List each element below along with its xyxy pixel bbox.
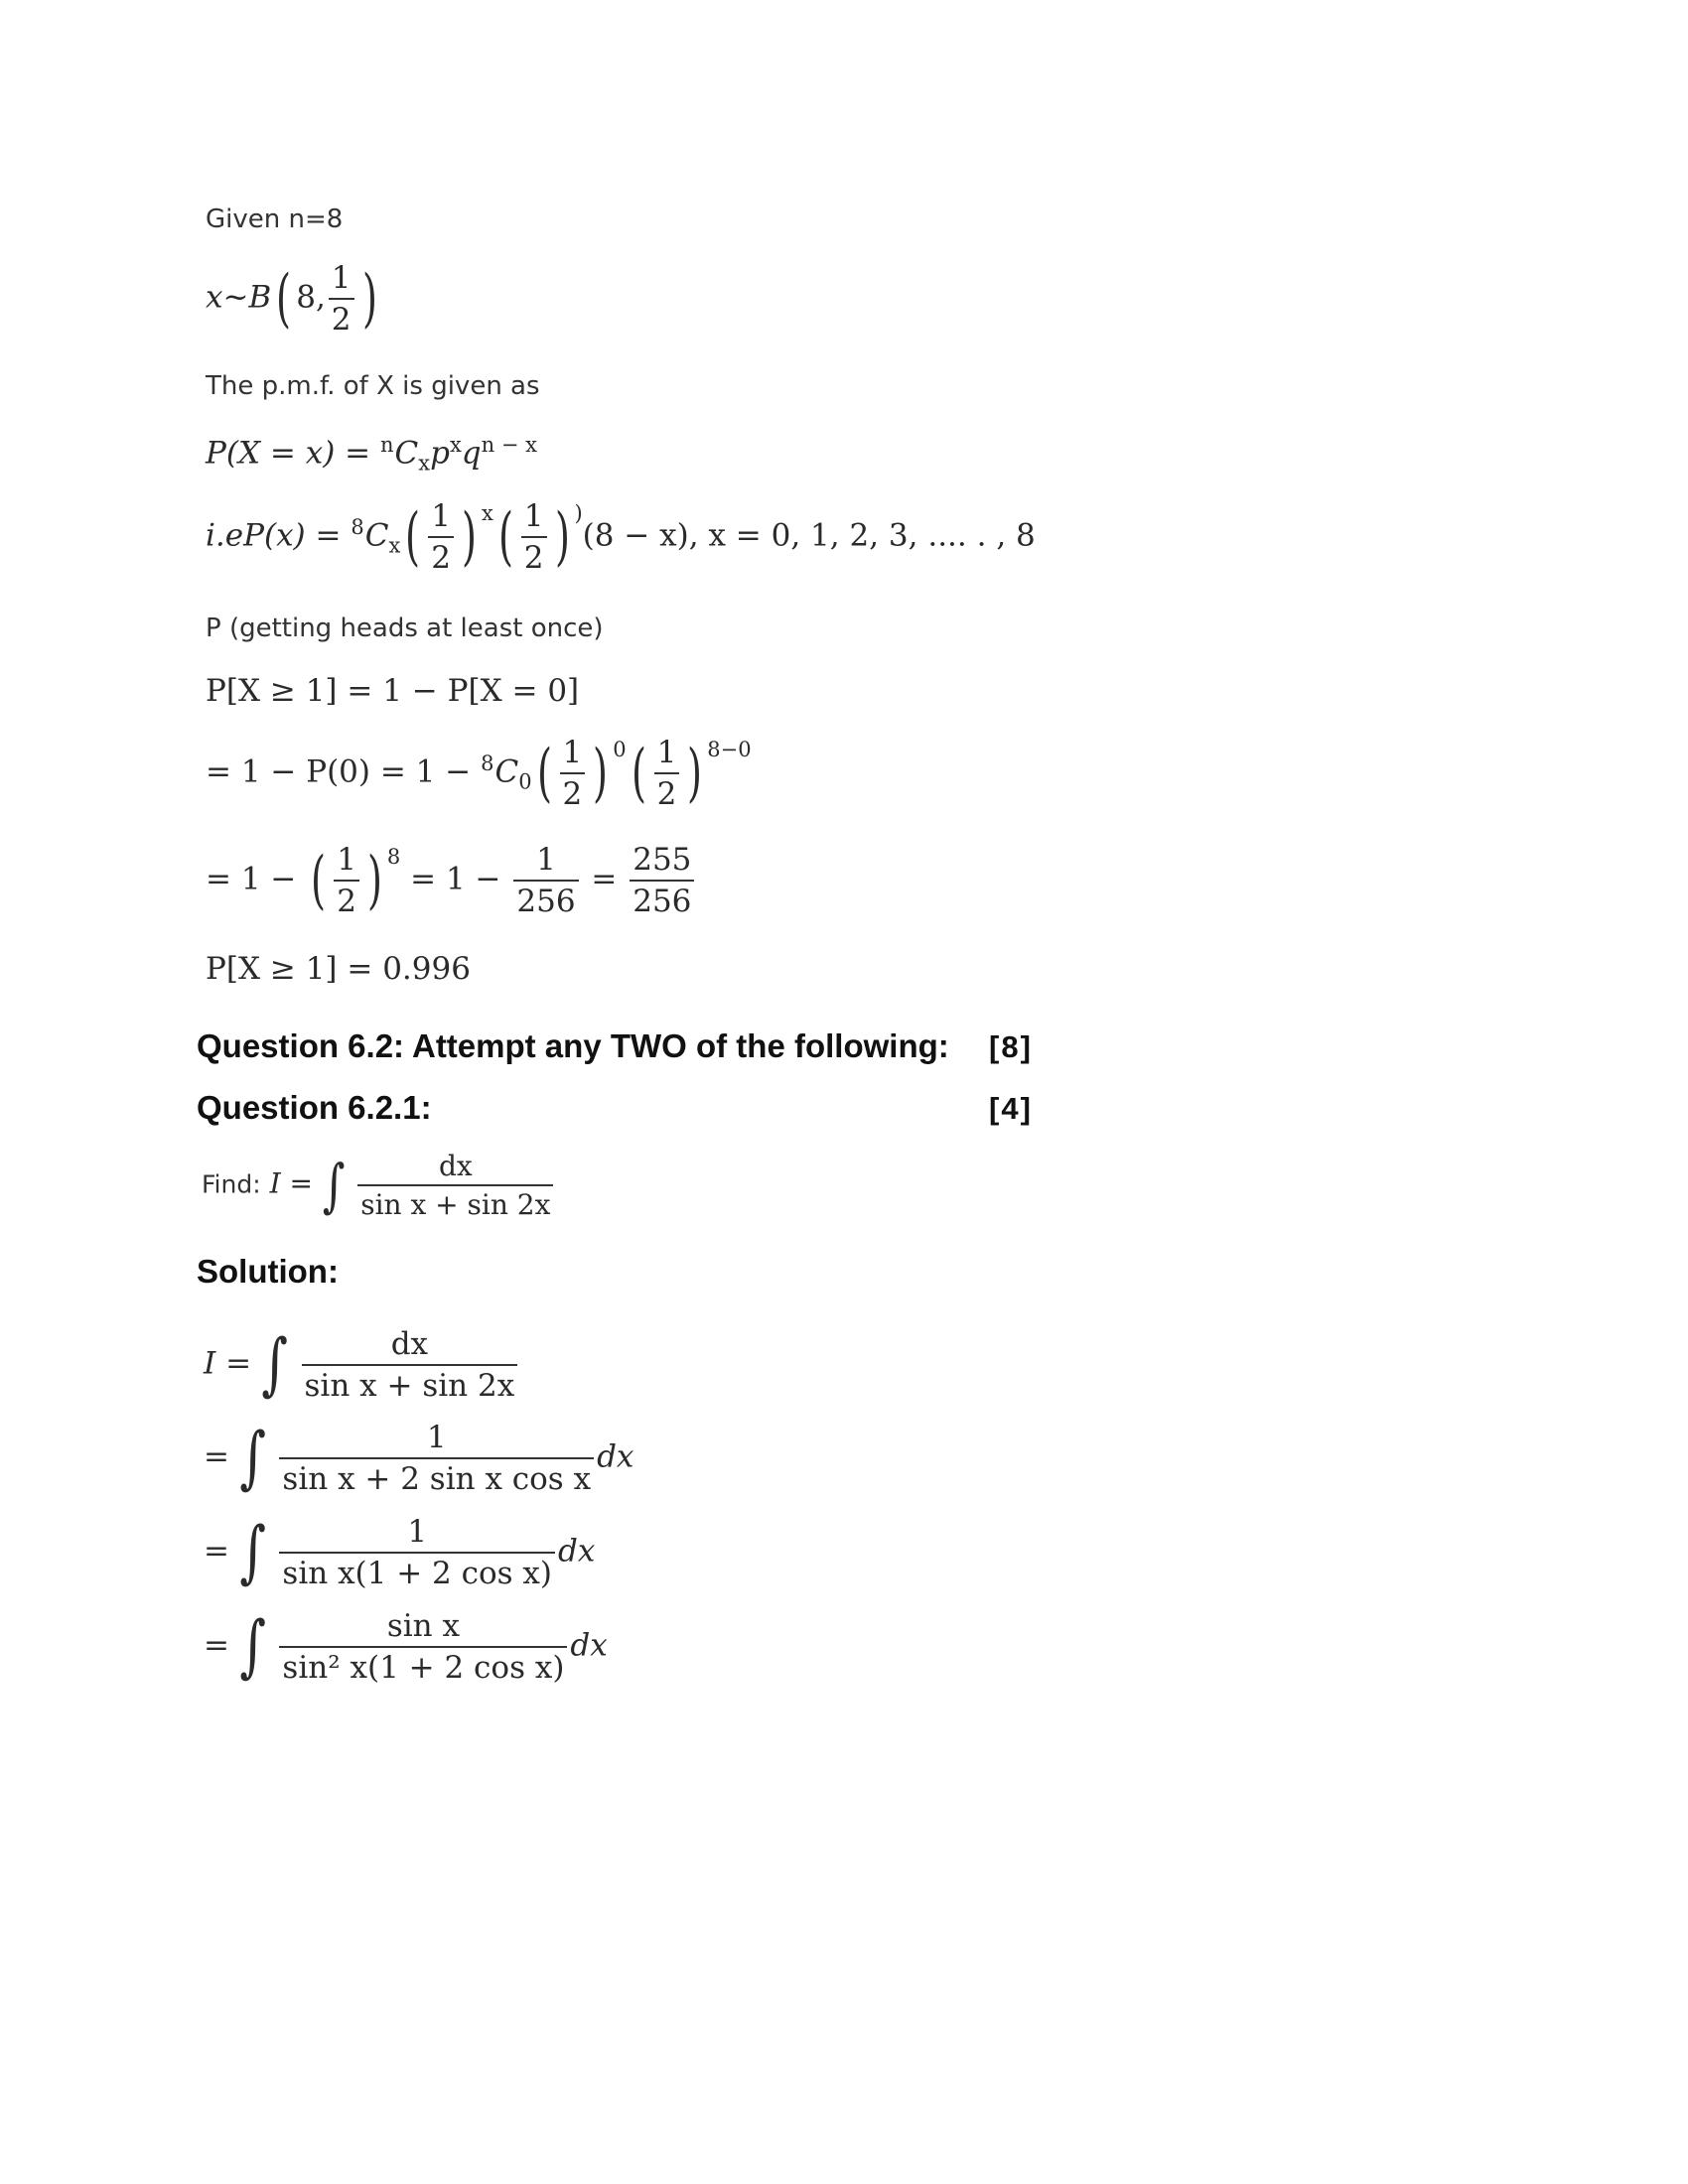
- distribution-formula: [206, 260, 382, 338]
- solution-step-4: [204, 1608, 608, 1686]
- step-dx: dx: [558, 1533, 596, 1570]
- exp-n-minus-x: n − x: [481, 433, 537, 457]
- solution-step-2: [204, 1420, 633, 1497]
- denominator: sin² x(1 + 2 cos x): [279, 1646, 567, 1686]
- var-x: x: [206, 279, 223, 316]
- pmf-lhs: P(X = x) =: [206, 435, 380, 472]
- exp-8: 8: [386, 845, 401, 870]
- integral-sign: ∫: [322, 1152, 346, 1219]
- right-paren: ): [687, 737, 703, 810]
- fraction-half: [334, 842, 359, 919]
- integral-sign: ∫: [261, 1325, 289, 1404]
- denominator: 256: [513, 880, 578, 919]
- exp-x: x: [481, 501, 493, 526]
- var-q: q: [461, 435, 482, 472]
- pmf-intro-text: The p.m.f. of X is given as: [206, 371, 540, 401]
- fraction-half: [521, 498, 547, 576]
- right-paren: ): [593, 737, 609, 810]
- left-paren: (: [497, 500, 513, 574]
- at-least-once-formula: P[X ≥ 1] = 1 − P[X = 0]: [206, 673, 580, 709]
- var-b: B: [248, 279, 272, 316]
- step-fraction: [302, 1326, 518, 1404]
- denominator: sin x(1 + 2 cos x): [279, 1552, 555, 1591]
- denominator: 2: [334, 880, 359, 919]
- numerator: 255: [633, 842, 692, 878]
- numerator: 1: [523, 498, 544, 534]
- exp-0: 0: [613, 738, 627, 762]
- param-n: 8,: [296, 279, 326, 316]
- denominator: sin x + sin 2x: [357, 1184, 553, 1221]
- solution-title: Solution:: [197, 1253, 339, 1290]
- comb-x: x: [388, 533, 401, 558]
- comb-8: 8: [481, 751, 494, 776]
- solution-step-1: [204, 1326, 520, 1404]
- pmf-formula: [206, 433, 537, 476]
- denominator: 2: [654, 772, 680, 812]
- comb-x: x: [418, 451, 431, 476]
- denominator: sin x + 2 sin x cos x: [279, 1457, 594, 1497]
- numerator: 1: [337, 842, 356, 878]
- integral-sign: ∫: [239, 1419, 266, 1497]
- result-formula: P[X ≥ 1] = 0.996: [206, 951, 471, 987]
- equals: =: [581, 861, 628, 897]
- numerator: dx: [390, 1326, 429, 1362]
- numerator: 1: [562, 735, 583, 770]
- right-paren: ): [361, 262, 377, 336]
- question-6-2-1-marks: [4]: [989, 1091, 1033, 1126]
- complement-lhs: = 1 − P(0) = 1 −: [206, 753, 482, 790]
- comb-8: 8: [351, 515, 364, 540]
- step-lhs: =: [204, 1533, 229, 1570]
- exp-x: x: [449, 433, 462, 457]
- right-paren: ): [461, 500, 477, 574]
- pmf-specific-lhs: i.eP(x) =: [206, 517, 352, 554]
- fraction-1-256: [513, 842, 578, 919]
- pmf-domain: (8 − x), x = 0, 1, 2, 3, .... . , 8: [582, 517, 1036, 554]
- numerator: 1: [407, 1514, 428, 1550]
- left-paren: (: [276, 262, 292, 336]
- step-dx: dx: [597, 1438, 634, 1475]
- find-fraction: [357, 1150, 553, 1221]
- numerator: 1: [331, 260, 352, 296]
- question-6-2-marks: [8]: [989, 1029, 1033, 1064]
- step-fraction: [279, 1514, 555, 1591]
- fraction-half: [428, 498, 454, 576]
- left-paren: (: [405, 500, 421, 574]
- step-dx: dx: [570, 1627, 608, 1664]
- denominator: 2: [329, 298, 354, 338]
- denominator: sin x + sin 2x: [302, 1364, 518, 1404]
- numerator: dx: [438, 1150, 473, 1182]
- denominator: 2: [521, 536, 547, 576]
- question-6-2-title: Question 6.2: Attempt any TWO of the following:: [197, 1027, 949, 1064]
- find-lhs: I =: [269, 1166, 313, 1200]
- find-label: Find:: [202, 1169, 261, 1199]
- denominator: 2: [428, 536, 454, 576]
- final-fraction-formula: [206, 842, 697, 919]
- step-lhs: =: [204, 1438, 229, 1475]
- fraction-half: [560, 735, 586, 812]
- comb-c: C: [394, 435, 419, 472]
- p-heads-label: P (getting heads at least once): [206, 614, 604, 643]
- question-6-2-1-title: Question 6.2.1:: [197, 1089, 432, 1126]
- exp-8-minus-0: 8−0: [707, 738, 752, 762]
- left-paren: (: [311, 844, 327, 917]
- integral-sign: ∫: [239, 1513, 266, 1591]
- right-paren: ): [554, 500, 570, 574]
- given-text: Given n=8: [206, 205, 344, 234]
- integral-sign: ∫: [239, 1607, 266, 1686]
- numerator: 1: [431, 498, 451, 534]
- tilde: ~: [222, 279, 249, 316]
- numerator: 1: [536, 842, 556, 878]
- fraction-half: [329, 260, 354, 338]
- numerator: sin x: [386, 1608, 460, 1644]
- fraction-255-256: [630, 842, 694, 919]
- complement-formula: [206, 735, 752, 812]
- denominator: 2: [560, 772, 586, 812]
- expr-start: = 1 −: [206, 861, 307, 897]
- step-fraction: [279, 1608, 567, 1686]
- denominator: 256: [630, 880, 694, 919]
- right-paren: ): [366, 844, 382, 917]
- comb-0: 0: [518, 769, 532, 794]
- comb-n: n: [379, 433, 394, 457]
- numerator: 1: [426, 1420, 447, 1455]
- fraction-half: [654, 735, 680, 812]
- step-lhs: I =: [204, 1345, 252, 1382]
- pmf-specific-formula: [206, 498, 1036, 576]
- numerator: 1: [656, 735, 677, 770]
- step-fraction: [279, 1420, 594, 1497]
- left-paren: (: [631, 737, 646, 810]
- comb-c: C: [364, 517, 389, 554]
- equals-one-minus: = 1 −: [400, 861, 511, 897]
- comb-c: C: [494, 753, 519, 790]
- exp-paren: ): [574, 501, 583, 526]
- find-integral: [202, 1150, 556, 1221]
- step-lhs: =: [204, 1627, 229, 1664]
- solution-step-3: [204, 1514, 595, 1591]
- left-paren: (: [536, 737, 552, 810]
- var-p: p: [430, 435, 450, 472]
